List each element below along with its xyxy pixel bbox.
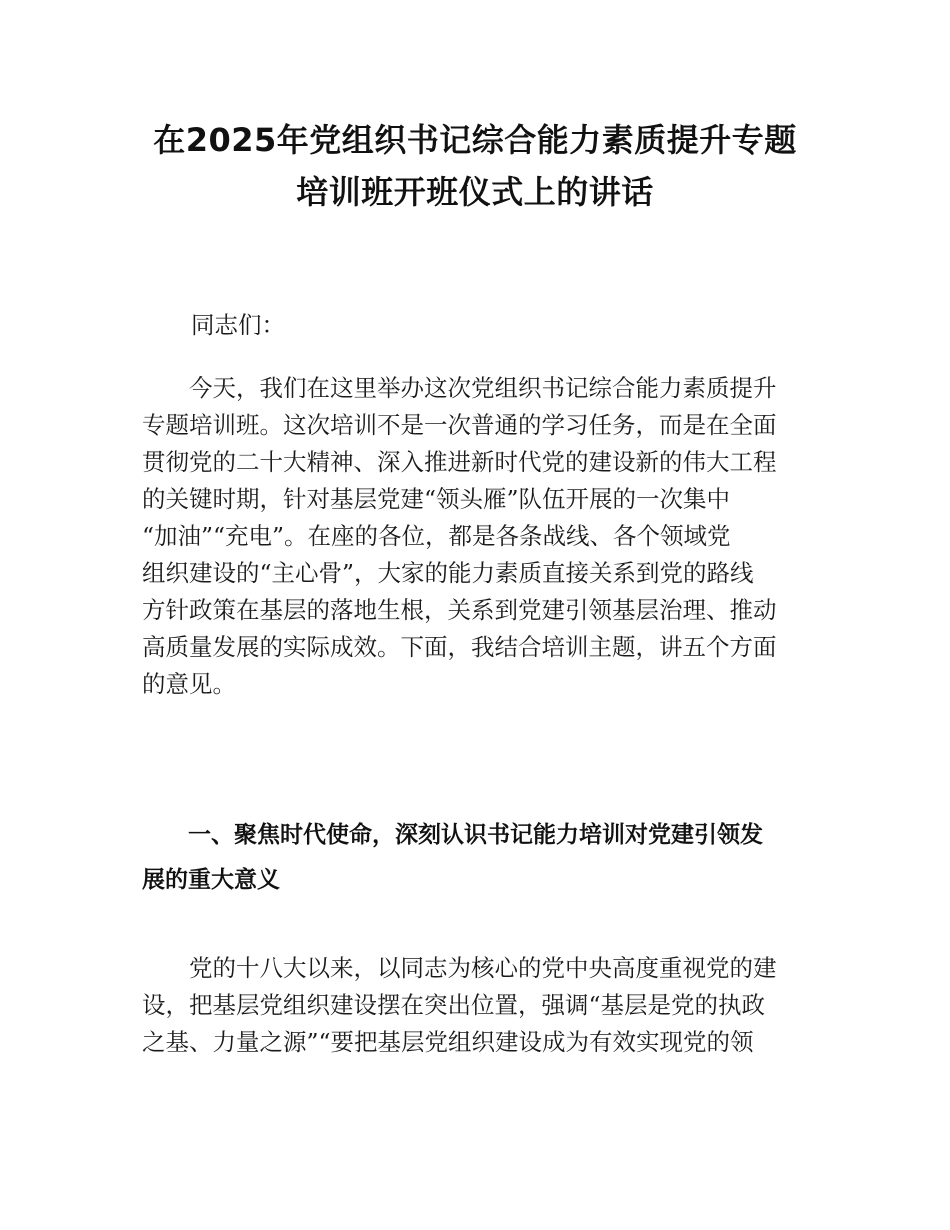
- text-line: 的关键时期，针对基层党建“领头雁”队伍开展的一次集中: [142, 485, 731, 513]
- text-line: 方针政策在基层的落地生根，关系到党建引领基层治理、推动: [142, 596, 777, 624]
- text-line: 党的十八大以来，以同志为核心的党中央高度重视党的建: [142, 954, 777, 982]
- title-line: 在2025年党组织书记综合能力素质提升专题: [153, 121, 797, 159]
- text-line: 贯彻党的二十大精神、深入推进新时代党的建设新的伟大工程: [142, 448, 777, 476]
- text-line: 设，把基层党组织建设摆在突出位置，强调“基层是党的执政: [142, 991, 766, 1019]
- heading-line: 一、聚焦时代使命，深刻认识书记能力培训对党建引领发: [142, 822, 763, 848]
- text-line: 专题培训班。这次培训不是一次普通的学习任务，而是在全面: [142, 411, 777, 439]
- greeting: 同志们：: [191, 311, 285, 339]
- title-line: 培训班开班仪式上的讲话: [296, 173, 654, 211]
- text-line: 之基、力量之源”“要把基层党组织建设成为有效实现党的领: [142, 1028, 754, 1056]
- section1-paragraph: [142, 950, 822, 1061]
- text-line: 的意见。: [142, 670, 236, 698]
- text-line: 今天，我们在这里举办这次党组织书记综合能力素质提升: [142, 374, 777, 402]
- document-title: [100, 114, 850, 218]
- text-line: “加油”“充电”。在座的各位，都是各条战线、各个领域党: [142, 522, 731, 550]
- section-heading-1: [142, 813, 822, 903]
- intro-paragraph: [142, 370, 822, 703]
- text-line: 组织建设的“主心骨”，大家的能力素质直接关系到党的路线: [142, 559, 754, 587]
- text-line: 高质量发展的实际成效。下面，我结合培训主题，讲五个方面: [142, 633, 777, 661]
- heading-line: 展的重大意义: [142, 867, 280, 893]
